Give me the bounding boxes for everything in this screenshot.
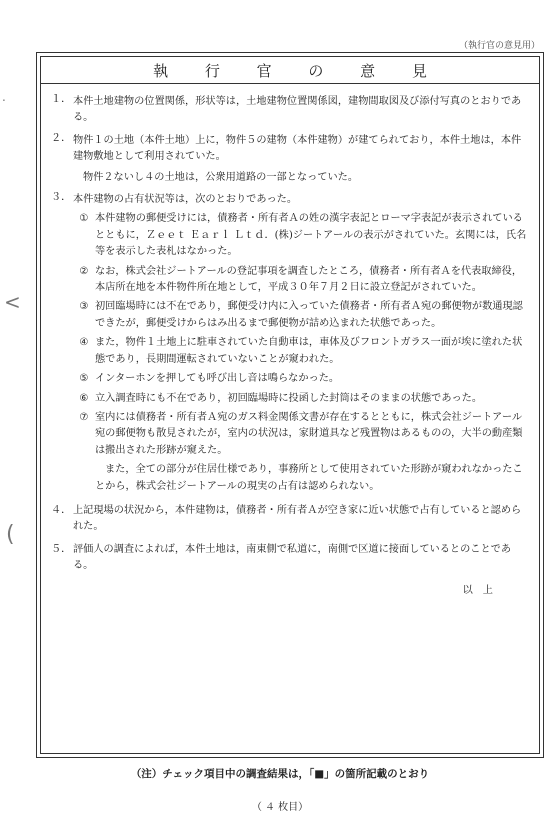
item-text bbox=[73, 190, 529, 495]
list-item bbox=[51, 542, 529, 575]
paragraph: 物件１の土地（本件土地）上に，物件５の建物（本件建物）が建てられており，本件土地は，本件建物敷地として利用されていた。 bbox=[73, 134, 522, 163]
page-number: （ ４ 枚目） bbox=[251, 802, 309, 813]
sub-item bbox=[73, 264, 529, 297]
paragraph: 物件２ないし４の土地は，公衆用道路の一部となっていた。 bbox=[83, 171, 359, 183]
list-item bbox=[51, 92, 529, 127]
item-number: １． bbox=[51, 94, 72, 105]
sub-item-mark: ① bbox=[79, 213, 89, 225]
margin-mark: . bbox=[2, 90, 6, 104]
item-number: ４． bbox=[51, 504, 72, 516]
list-item bbox=[51, 503, 529, 536]
item-text: 上記現場の状況から，本件建物は，債務者・所有者Ａが空き家に近い状態で占有していると認められた。 bbox=[73, 504, 522, 533]
sub-item bbox=[73, 391, 529, 407]
list-item bbox=[51, 190, 529, 495]
item-number: ５． bbox=[51, 543, 72, 555]
list-item bbox=[51, 131, 529, 186]
opinion-frame bbox=[36, 52, 544, 758]
opinion-inner-frame bbox=[40, 56, 540, 754]
sub-item-mark: ⑤ bbox=[79, 373, 89, 385]
footnote: （注）チェック項目中の調査結果は，「■」の箇所記載のとおり bbox=[130, 768, 430, 780]
sub-item bbox=[73, 371, 529, 387]
sub-item bbox=[73, 299, 529, 332]
margin-mark: < bbox=[4, 290, 21, 314]
sub-item bbox=[73, 211, 529, 260]
opinion-body bbox=[41, 84, 539, 599]
sub-item bbox=[73, 410, 529, 459]
sub-item-text: 立入調査時にも不在であり，初回臨場時に投函した封筒はそのままの状態であった。 bbox=[95, 392, 483, 404]
form-type-label: （執行官の意見用） bbox=[458, 41, 540, 51]
sub-item-mark: ⑦ bbox=[79, 411, 89, 423]
sub-item-text: 初回臨場時には不在であり，郵便受け内に入っていた債務者・所有者Ａ宛の郵便物が数通現認できたが，郵便受けからはみ出るまで郵便物が詰め込まれた状態であった。 bbox=[95, 301, 523, 329]
sub-item-mark: ③ bbox=[79, 301, 89, 313]
item-number: ２． bbox=[51, 132, 72, 144]
sub-item-text: 室内には債務者・所有者Ａ宛のガス料金関係文書が存在するとともに，株式会社ジートアール宛の郵便物も散見されたが，室内の状況は，家財道具など残置物はあるものの，大半の動産類は搬出された形跡が窺えた。 bbox=[95, 411, 523, 456]
sub-item-mark: ② bbox=[79, 265, 89, 277]
item-text: 評価人の調査によれば，本件土地は，南東側で私道に，南側で区道に接面しているとのことである。 bbox=[73, 543, 512, 572]
sub-item-continuation: また，全ての部分が住居仕様であり，事務所として使用されていた形跡が窺われなかったことから，株式会社ジートアールの現実の占有は認められない。 bbox=[95, 464, 523, 492]
item-number: ３． bbox=[51, 192, 72, 204]
item-text bbox=[73, 131, 529, 186]
closing-mark: 以上 bbox=[462, 584, 503, 596]
sub-item-text: また，物件１土地上に駐車されていた自動車は，車体及びフロントガラス一面が埃に塗れた状態であり，長期間運転されていないことが窺われた。 bbox=[95, 337, 523, 365]
sub-item-text: なお，株式会社ジートアールの登記事項を調査したところ，債務者・所有者Ａを代表取締役，本店所在地を本件物件所在地として，平成３０年７月２日に設立登記がされていた。 bbox=[95, 265, 523, 294]
paragraph: 本件土地建物の位置関係，形状等は，土地建物位置関係図，建物間取図及び添付写真のとおりである。 bbox=[73, 96, 522, 124]
margin-mark: ( bbox=[6, 522, 15, 547]
sub-item-text: インターホンを押しても呼び出し音は鳴らなかった。 bbox=[95, 373, 340, 385]
sub-item bbox=[73, 335, 529, 368]
page-title: 執 行 官 の 意 見 bbox=[41, 57, 539, 84]
paragraph: 本件建物の占有状況等は，次のとおりであった。 bbox=[73, 194, 298, 206]
item-text bbox=[73, 92, 529, 127]
sub-item-text: 本件建物の郵便受けには，債務者・所有者Ａの姓の漢字表記とローマ字表記が表示されているとともに，Ｚｅｅｔ Ｅａｒｌ Ｌｔｄ．(株)ジートアールの表示がされていた。玄関には，氏名等を表示した表札はなかった。 bbox=[95, 213, 527, 258]
sub-item-mark: ④ bbox=[79, 337, 89, 349]
sub-item-mark: ⑥ bbox=[79, 392, 89, 404]
